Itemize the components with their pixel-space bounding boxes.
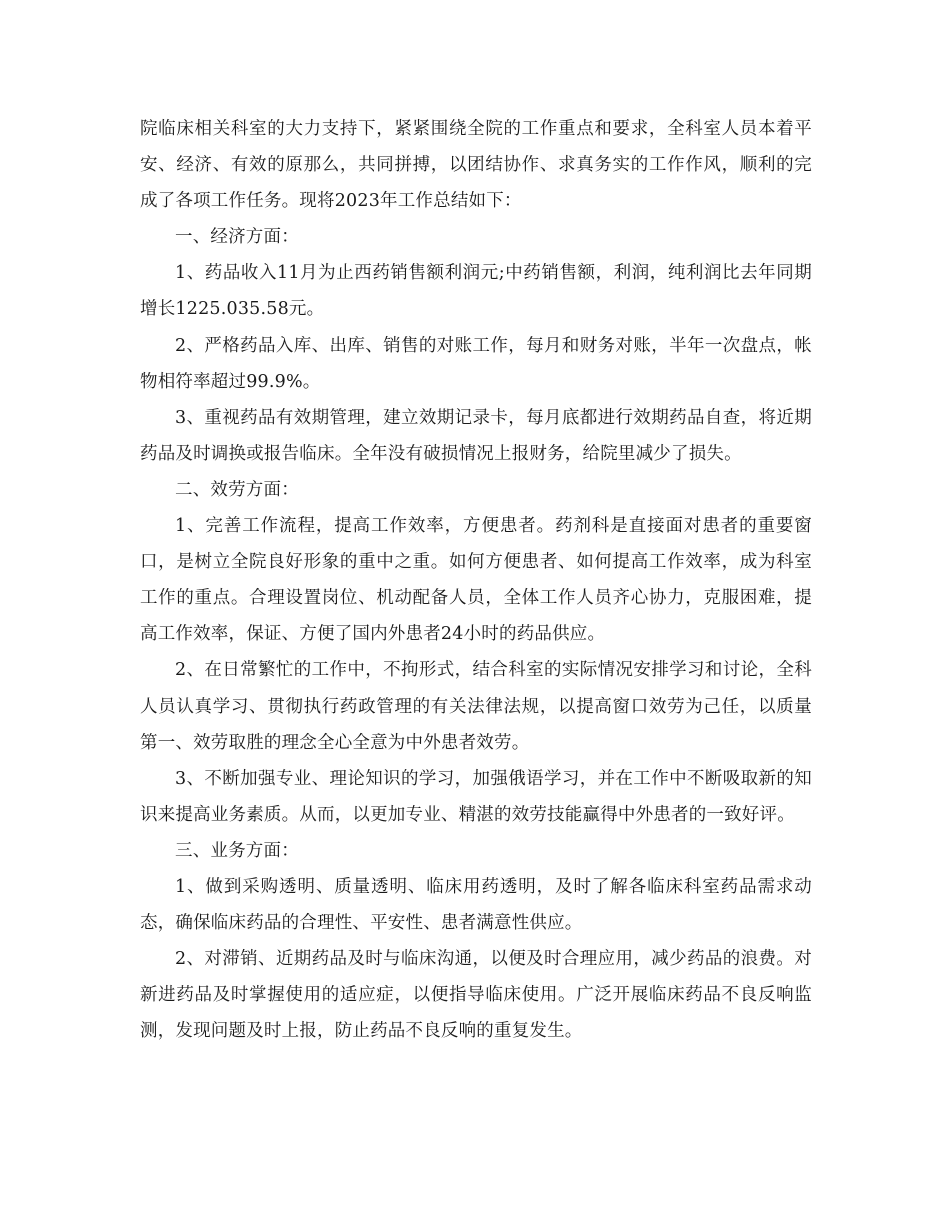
paragraph-economy-3: 3、重视药品有效期管理，建立效期记录卡，每月底都进行效期药品自查，将近期药品及时调换或报告临床。全年没有破损情况上报财务，给院里减少了损失。 [140, 407, 812, 464]
section-heading-economy: 一、经济方面： [175, 227, 299, 248]
document-body [140, 111, 812, 1049]
paragraph-intro: 院临床相关科室的大力支持下，紧紧围绕全院的工作重点和要求，全科室人员本着平安、经济、有效的原那么，共同拼搏，以团结协作、求真务实的工作作风，顺利的完成了各项工作任务。现将2023年工作总结如下： [140, 119, 812, 212]
paragraph-business-1: 1、做到采购透明、质量透明、临床用药透明，及时了解各临床科室药品需求动态，确保临床药品的合理性、平安性、患者满意性供应。 [140, 876, 812, 934]
paragraph-service-3: 3、不断加强专业、理论知识的学习，加强俄语学习，并在工作中不断吸取新的知识来提高业务素质。从而，以更加专业、精湛的效劳技能赢得中外患者的一致好评。 [140, 768, 812, 825]
paragraph-economy-2: 2、严格药品入库、出库、销售的对账工作，每月和财务对账，半年一次盘点，帐物相符率超过99.9%。 [140, 335, 812, 392]
section-heading-business: 三、业务方面： [175, 840, 299, 861]
paragraph-economy-1: 1、药品收入11月为止西药销售额利润元;中药销售额，利润，纯利润比去年同期增长1225.035.58元。 [140, 263, 812, 320]
paragraph-business-2: 2、对滞销、近期药品及时与临床沟通，以便及时合理应用，减少药品的浪费。对新进药品及时掌握使用的适应症，以便指导临床使用。广泛开展临床药品不良反响监测，发现问题及时上报，防止药品不良反响的重复发生。 [140, 949, 812, 1042]
paragraph-service-1: 1、完善工作流程，提高工作效率，方便患者。药剂科是直接面对患者的重要窗口，是树立全院良好形象的重中之重。如何方便患者、如何提高工作效率，成为科室工作的重点。合理设置岗位、机动配备人员，全体工作人员齐心协力，克服困难，提高工作效率，保证、方便了国内外患者24小时的药品供应。 [140, 516, 812, 645]
paragraph-service-2: 2、在日常繁忙的工作中，不拘形式，结合科室的实际情况安排学习和讨论，全科人员认真学习、贯彻执行药政管理的有关法律法规，以提高窗口效劳为己任，以质量第一、效劳取胜的理念全心全意为中外患者效劳。 [140, 660, 812, 753]
section-heading-service: 二、效劳方面： [175, 479, 299, 500]
